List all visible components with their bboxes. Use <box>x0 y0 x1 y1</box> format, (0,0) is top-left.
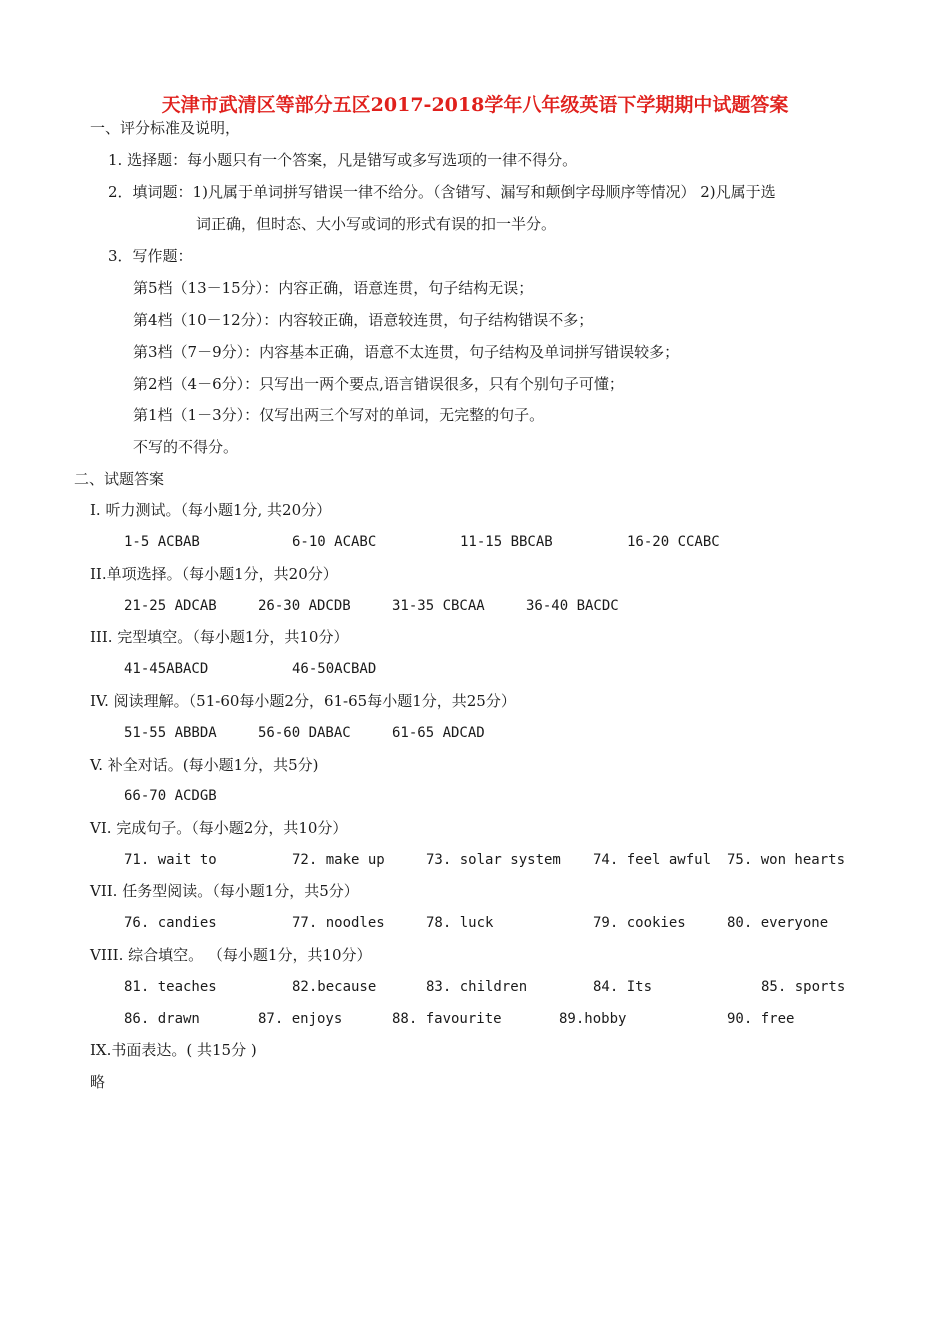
answer-item: 71. wait to <box>124 852 217 868</box>
answer-group: 21-25 ADCAB <box>124 598 217 614</box>
answer-group: 31-35 CBCAA <box>392 598 485 614</box>
part6-heading: VI. 完成句子。（每小题2分，共10分） <box>90 819 348 837</box>
answer-item: 83. children <box>426 979 528 995</box>
answer-group: 6-10 ACABC <box>292 534 377 550</box>
part1-heading: I. 听力测试。（每小题1分, 共20分） <box>90 501 332 519</box>
rule-item-3: 3．写作题： <box>108 247 193 265</box>
part4-heading: IV. 阅读理解。（51-60每小题2分，61-65每小题1分，共25分） <box>90 692 516 710</box>
part5-heading: V. 补全对话。(每小题1分，共5分) <box>90 756 319 774</box>
answer-item: 74. feel awful <box>593 852 712 868</box>
answer-item: 86. drawn <box>124 1011 200 1027</box>
rule-item-2-line2: 词正确，但时态、大小写或词的形式有误的扣一半分。 <box>196 215 557 233</box>
part2-heading: II.单项选择。（每小题1分，共20分） <box>90 565 338 583</box>
grade-5: 第5档（13－15分）：内容正确，语意连贯，句子结构无误； <box>133 279 534 297</box>
answer-item: 89.hobby <box>559 1011 627 1027</box>
answer-item: 72. make up <box>292 852 385 868</box>
answer-item: 90. free <box>727 1011 795 1027</box>
answer-group: 41-45ABACD <box>124 661 209 677</box>
rule-item-2-line1: 2．填词题：1)凡属于单词拼写错误一律不给分。（含错写、漏写和颠倒字母顺序等情况） 2)凡属于选 <box>108 183 776 201</box>
answer-item: 82.because <box>292 979 377 995</box>
answer-item: 84. Its <box>593 979 653 995</box>
section2-heading: 二、试题答案 <box>74 470 165 488</box>
answer-group: 51-55 ABBDA <box>124 725 217 741</box>
answer-item: 73. solar system <box>426 852 561 868</box>
section1-heading: 一、评分标准及说明， <box>90 119 241 137</box>
grade-2: 第2档（4－6分）：只写出一两个要点,语言错误很多，只有个别句子可懂； <box>133 375 624 393</box>
answer-item: 81. teaches <box>124 979 217 995</box>
answer-group: 36-40 BACDC <box>526 598 619 614</box>
answer-group: 66-70 ACDGB <box>124 788 217 804</box>
answer-item: 75. won hearts <box>727 852 846 868</box>
page-title: 天津市武清区等部分五区2017-2018学年八年级英语下学期期中试题答案 <box>161 94 789 116</box>
answer-group: 11-15 BBCAB <box>460 534 553 550</box>
answer-group: 46-50ACBAD <box>292 661 377 677</box>
grade-0: 不写的不得分。 <box>133 438 239 456</box>
answer-group: 16-20 CCABC <box>627 534 720 550</box>
part7-heading: VII. 任务型阅读。（每小题1分，共5分） <box>90 882 359 900</box>
part3-heading: III. 完型填空。（每小题1分，共10分） <box>90 628 349 646</box>
answer-item: 78. luck <box>426 915 494 931</box>
answer-item: 79. cookies <box>593 915 686 931</box>
part9-heading: IX.书面表达。( 共15分 ) <box>90 1041 257 1059</box>
part9-answer: 略 <box>90 1073 106 1091</box>
answer-group: 61-65 ADCAD <box>392 725 485 741</box>
rule-item-1: 1. 选择题：每小题只有一个答案，凡是错写或多写选项的一律不得分。 <box>108 151 578 169</box>
answer-item: 76. candies <box>124 915 217 931</box>
answer-group: 56-60 DABAC <box>258 725 351 741</box>
answer-item: 87. enjoys <box>258 1011 343 1027</box>
grade-3: 第3档（7－9分）：内容基本正确，语意不太连贯，句子结构及单词拼写错误较多； <box>133 343 680 361</box>
part8-heading: VIII. 综合填空。 （每小题1分，共10分） <box>90 946 372 964</box>
grade-1: 第1档（1－3分）：仅写出两三个写对的单词，无完整的句子。 <box>133 406 545 424</box>
answer-item: 85. sports <box>761 979 846 995</box>
answer-group: 26-30 ADCDB <box>258 598 351 614</box>
answer-item: 88. favourite <box>392 1011 502 1027</box>
answer-group: 1-5 ACBAB <box>124 534 200 550</box>
answer-item: 80. everyone <box>727 915 829 931</box>
grade-4: 第4档（10－12分）：内容较正确，语意较连贯，句子结构错误不多； <box>133 311 594 329</box>
answer-item: 77. noodles <box>292 915 385 931</box>
